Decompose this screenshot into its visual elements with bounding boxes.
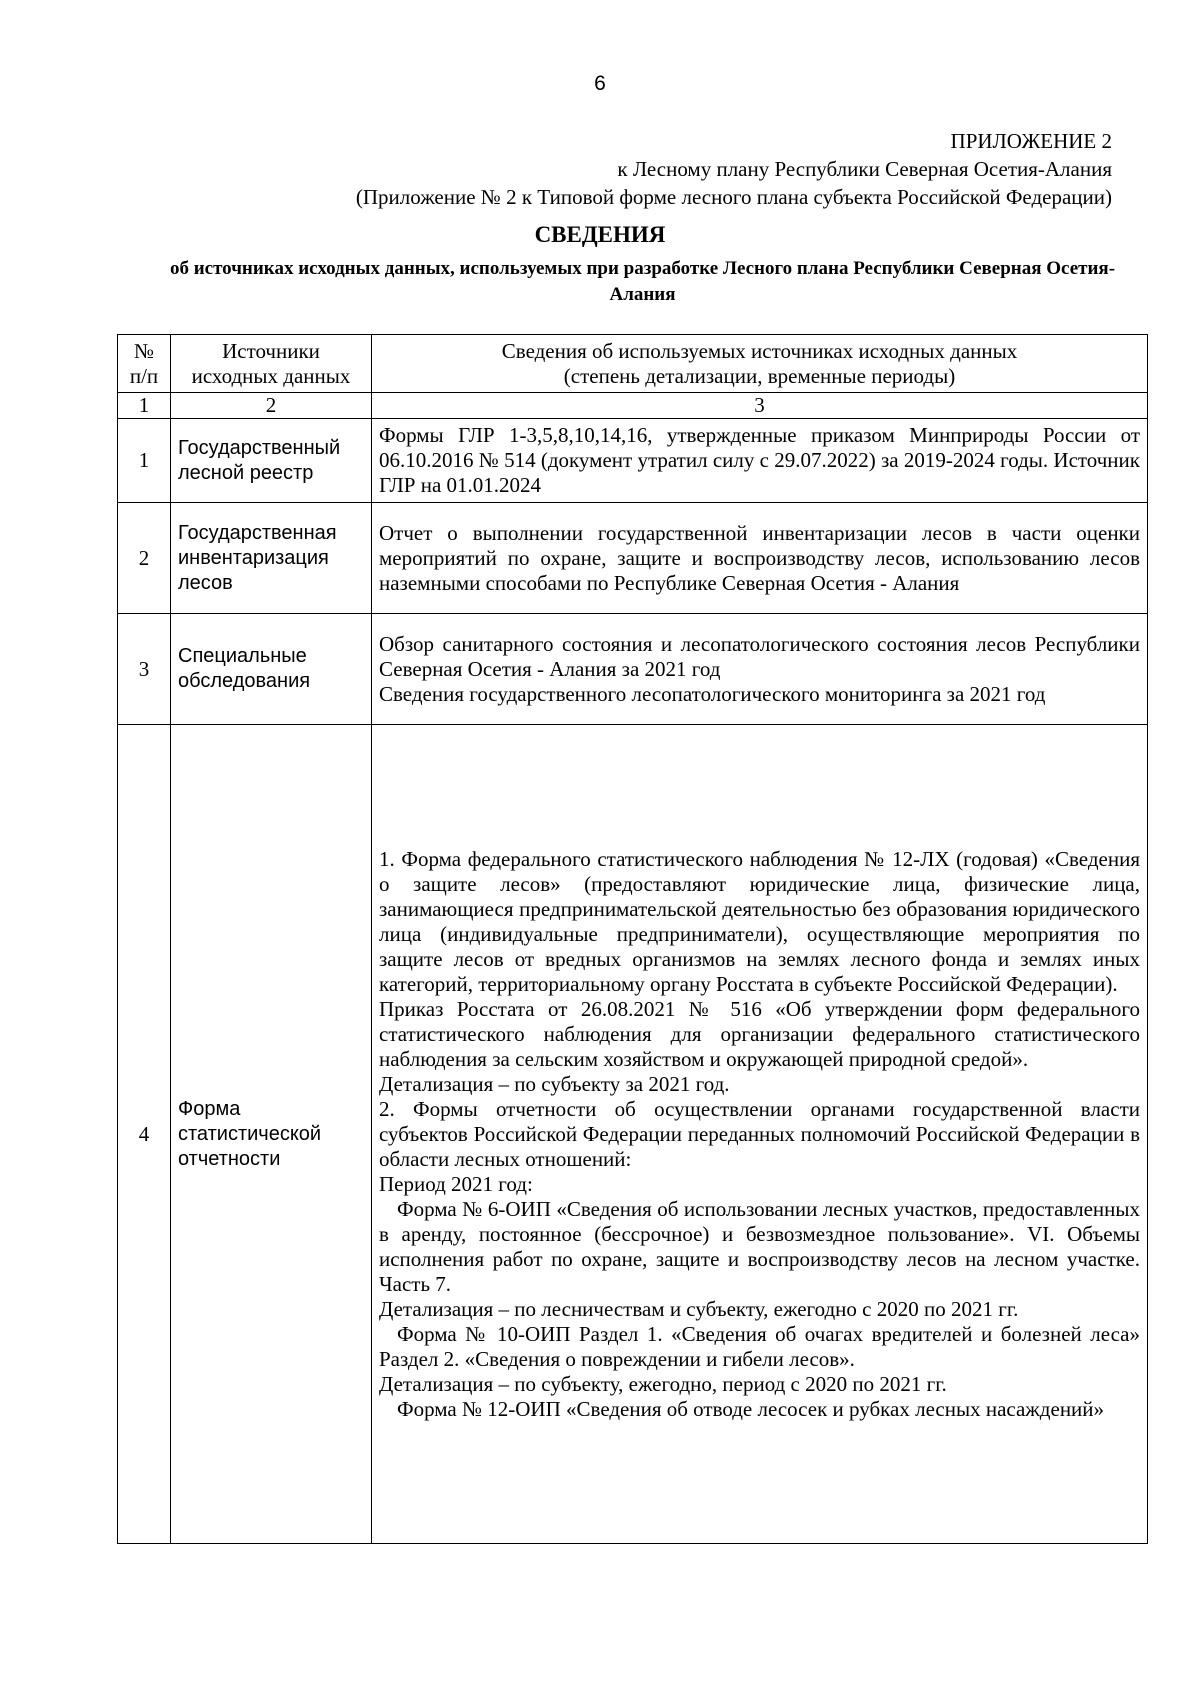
row-details bbox=[372, 614, 1148, 725]
row-details-paragraph: Детализация – по субъекту, ежегодно, период с 2020 по 2021 гг. bbox=[379, 1371, 947, 1396]
table-row bbox=[118, 614, 1148, 725]
column-number-row bbox=[118, 393, 1148, 419]
row-details-paragraph: Период 2021 год: bbox=[379, 1171, 533, 1196]
row-details-paragraph: Форма № 10-ОИП Раздел 1. «Сведения об очагах вредителей и болезней леса» Раздел 2. «Сведения о повреждении и гибели лесов». bbox=[379, 1321, 1140, 1371]
table-row bbox=[118, 419, 1148, 503]
table-header-row bbox=[118, 335, 1148, 393]
header-details-line2: (степень детализации, временные периоды) bbox=[563, 363, 956, 388]
sources-table bbox=[117, 334, 1148, 1544]
row-source: Специальные обследования bbox=[171, 614, 372, 725]
row-details-paragraph: Приказ Росстата от 26.08.2021 № 516 «Об утверждении форм федерального статистического наблюдения для организации федерального статистического наблюдения за сельским хозяйством и окружающей природной средой». bbox=[379, 996, 1140, 1071]
row-number: 1 bbox=[118, 419, 171, 503]
row-number: 3 bbox=[118, 614, 171, 725]
column-number: 3 bbox=[372, 393, 1148, 419]
row-details: Формы ГЛР 1-3,5,8,10,14,16, утвержденные приказом Минприроды России от 06.10.2016 № 514 (документ утратил силу с 29.07.2022) за 2019-2024 годы. Источник ГЛР на 01.01.2024 bbox=[372, 419, 1148, 503]
table-row bbox=[118, 725, 1148, 1544]
document-title: СВЕДЕНИЯ bbox=[534, 222, 666, 247]
document-subtitle: об источниках исходных данных, используемых при разработке Лесного плана Республики Северная Осетия-Алания bbox=[169, 258, 1116, 305]
row-source: Государственный лесной реестр bbox=[171, 419, 372, 503]
appendix-label: ПРИЛОЖЕНИЕ 2 bbox=[950, 129, 1112, 153]
header-number: № п/п bbox=[118, 335, 171, 393]
row-details-paragraph: Сведения государственного лесопатологического мониторинга за 2021 год bbox=[379, 681, 1046, 706]
header-details-line1: Сведения об используемых источниках исходных данных bbox=[501, 338, 1018, 363]
appendix-reference: к Лесному плану Республики Северная Осетия-Алания bbox=[617, 157, 1112, 181]
table-row bbox=[118, 503, 1148, 614]
row-number: 2 bbox=[118, 503, 171, 614]
row-details: Отчет о выполнении государственной инвентаризации лесов в части оценки мероприятий по охране, защите и воспроизводству лесов, использованию лесов наземными способами по Республике Северная Осетия - Алания bbox=[372, 503, 1148, 614]
row-details-paragraph: 1. Форма федерального статистического наблюдения № 12-ЛХ (годовая) «Сведения о защите лесов» (предоставляют юридические лица, физические лица, занимающиеся предпринимательской деятельностью без образования юридического лица (индивидуальные предприниматели), осуществляющие мероприятия по защите лесов от вредных организмов на землях лесного фонда и землях иных категорий, территориальному органу Росстата в субъекте Российской Федерации). bbox=[379, 846, 1140, 996]
row-details-paragraph: Детализация – по субъекту за 2021 год. bbox=[379, 1071, 730, 1096]
column-number: 2 bbox=[171, 393, 372, 419]
header-source: Источники исходных данных bbox=[171, 335, 372, 393]
header-details bbox=[372, 335, 1148, 393]
row-details-paragraph: Детализация – по лесничествам и субъекту, ежегодно с 2020 по 2021 гг. bbox=[379, 1296, 1019, 1321]
row-details-paragraph: 2. Формы отчетности об осуществлении органами государственной власти субъектов Российской Федерации переданных полномочий Российской Федерации в области лесных отношений: bbox=[379, 1096, 1140, 1171]
row-number: 4 bbox=[118, 725, 171, 1544]
row-source: Форма статистической отчетности bbox=[171, 725, 372, 1544]
column-number: 1 bbox=[118, 393, 171, 419]
appendix-note: (Приложение № 2 к Типовой форме лесного плана субъекта Российской Федерации) bbox=[355, 185, 1112, 209]
row-details-paragraph: Форма № 12-ОИП «Сведения об отводе лесосек и рубках лесных насаждений» bbox=[397, 1396, 1105, 1421]
row-details bbox=[372, 725, 1148, 1544]
row-source: Государственная инвентаризация лесов bbox=[171, 503, 372, 614]
row-details-paragraph: Форма № 6-ОИП «Сведения об использовании лесных участков, предоставленных в аренду, постоянное (бессрочное) и безвозмездное пользование». VI. Объемы исполнения работ по охране, защите и воспроизводству лесов на лесном участке. Часть 7. bbox=[379, 1196, 1140, 1296]
row-details-paragraph: Обзор санитарного состояния и лесопатологического состояния лесов Республики Северная Осетия - Алания за 2021 год bbox=[379, 631, 1140, 681]
page-number: 6 bbox=[594, 72, 606, 95]
